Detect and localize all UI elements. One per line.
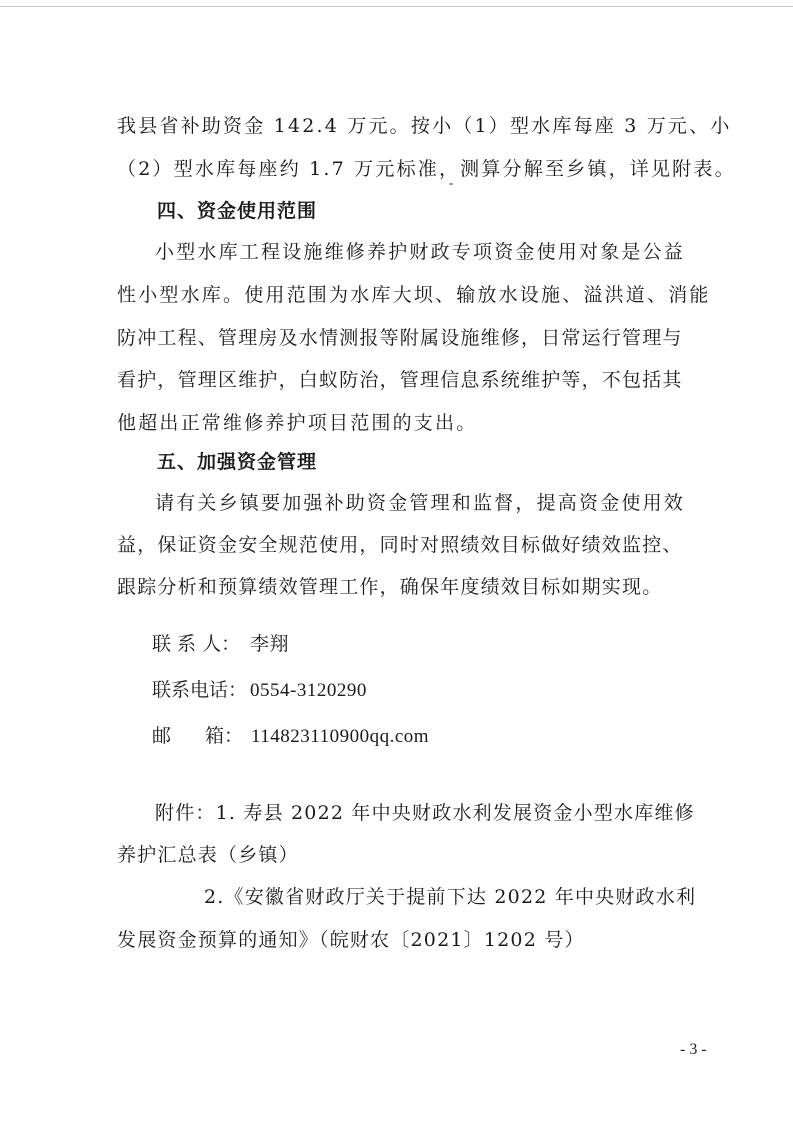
attachment1-line2: 养护汇总表（乡镇）: [117, 844, 299, 866]
para4-line1: 小型水库工程设施维修养护财政专项资金使用对象是公益: [155, 241, 686, 263]
para5-line1: 请有关乡镇要加强补助资金管理和监督，提高资金使用效: [155, 492, 686, 514]
para4-line5: 他超出正常维修养护项目范围的支出。: [117, 412, 478, 434]
contact-phone-label: 联系电话：: [152, 679, 248, 701]
attachment2-line1: 2.《安徽省财政厅关于提前下达 2022 年中央财政水利: [204, 886, 697, 908]
attachment2-line2: 发展资金预算的通知》（皖财农〔2021〕1202 号）: [117, 929, 585, 951]
contact-email-value: 114823110900qq.com: [251, 726, 430, 747]
page-number: - 3 -: [680, 1041, 707, 1058]
para3-line1: 我县省补助资金 142.4 万元。按小（1）型水库每座 3 万元、小: [117, 115, 732, 137]
contact-email: [152, 724, 429, 749]
section4-title: 四、资金使用范围: [157, 200, 318, 222]
contact-phone-value: 0554-3120290: [250, 680, 367, 701]
contact-phone: [152, 678, 367, 703]
contact-person-value: 李翔: [250, 634, 290, 655]
para4-line2: 性小型水库。使用范围为水库大坝、输放水设施、溢洪道、消能: [117, 284, 711, 306]
contact-person-label: 联 系 人：: [152, 633, 241, 655]
para5-line3: 跟踪分析和预算绩效管理工作，确保年度绩效目标如期实现。: [117, 576, 663, 598]
contact-email-label-2: 箱：: [205, 725, 244, 747]
page-top-edge: [0, 6, 793, 7]
attachment1-line1: 附件：1. 寿县 2022 年中央财政水利发展资金小型水库维修: [155, 802, 695, 824]
scan-speck: [449, 183, 453, 185]
para3-line2: （2）型水库每座约 1.7 万元标准，测算分解至乡镇，详见附表。: [117, 158, 736, 180]
section5-title: 五、加强资金管理: [157, 451, 318, 473]
contact-person: [152, 632, 289, 657]
para4-line4: 看护，管理区维护，白蚁防治，管理信息系统维护等，不包括其: [117, 369, 683, 391]
contact-email-label-1: 邮: [152, 725, 172, 747]
para5-line2: 益，保证资金安全规范使用，同时对照绩效目标做好绩效监控、: [117, 534, 683, 556]
para4-line3: 防冲工程、管理房及水情测报等附属设施维修，日常运行管理与: [117, 327, 683, 349]
